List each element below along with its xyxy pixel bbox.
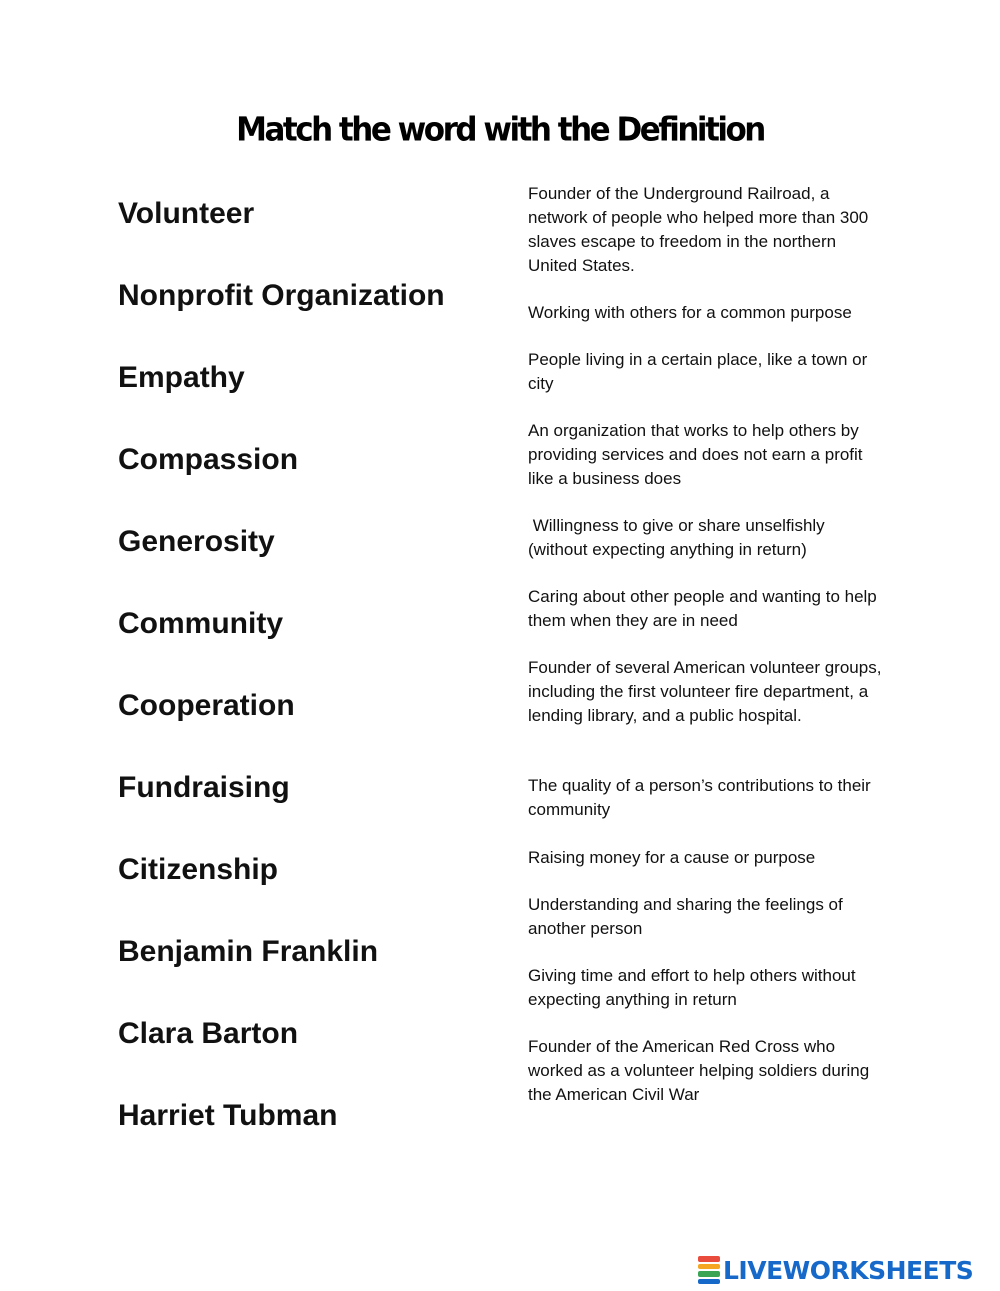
- definition-item[interactable]: Working with others for a common purpose: [528, 303, 852, 322]
- word-item[interactable]: Nonprofit Organization: [118, 279, 445, 312]
- definition-item[interactable]: The quality of a person’s contributions to their community: [528, 776, 871, 819]
- logo-block: [698, 1279, 720, 1285]
- word-item[interactable]: Fundraising: [118, 771, 290, 804]
- word-item[interactable]: Cooperation: [118, 689, 295, 722]
- word-item[interactable]: Community: [118, 607, 283, 640]
- definition-item[interactable]: Founder of the American Red Cross who worked as a volunteer helping soldiers during the American Civil War: [528, 1037, 870, 1104]
- definition-item[interactable]: An organization that works to help others by providing services and does not earn a profit like a business does: [528, 421, 863, 488]
- word-item[interactable]: Benjamin Franklin: [118, 935, 379, 968]
- word-item[interactable]: Compassion: [118, 443, 299, 476]
- word-item[interactable]: Volunteer: [118, 197, 255, 230]
- logo-block: [698, 1264, 720, 1270]
- definition-item[interactable]: Raising money for a cause or purpose: [528, 848, 816, 867]
- definition-item[interactable]: Giving time and effort to help others without expecting anything in return: [528, 966, 856, 1009]
- definition-item[interactable]: People living in a certain place, like a town or city: [528, 350, 868, 393]
- definition-item[interactable]: Founder of several American volunteer groups, including the first volunteer fire department, a lending library, and a public hospital.: [528, 658, 882, 725]
- definition-item[interactable]: Caring about other people and wanting to help them when they are in need: [528, 587, 877, 630]
- worksheet-title: Match the word with the Definition: [236, 111, 764, 149]
- word-item[interactable]: Empathy: [118, 361, 245, 394]
- word-item[interactable]: Citizenship: [118, 853, 279, 886]
- logo-block: [698, 1256, 720, 1262]
- definition-item[interactable]: Founder of the Underground Railroad, a network of people who helped more than 300 slaves escape to freedom in the northern United States.: [528, 184, 869, 275]
- liveworksheets-icon: [698, 1255, 720, 1285]
- liveworksheets-logo: [698, 1254, 973, 1286]
- definition-item[interactable]: Understanding and sharing the feelings of another person: [528, 895, 843, 938]
- definition-item[interactable]: Willingness to give or share unselfishly (without expecting anything in return): [528, 516, 825, 559]
- word-item[interactable]: Harriet Tubman: [118, 1099, 338, 1132]
- logo-block: [698, 1271, 720, 1277]
- word-item[interactable]: Clara Barton: [118, 1017, 299, 1050]
- word-item[interactable]: Generosity: [118, 525, 275, 558]
- brand-name: LIVEWORKSHEETS: [723, 1255, 974, 1285]
